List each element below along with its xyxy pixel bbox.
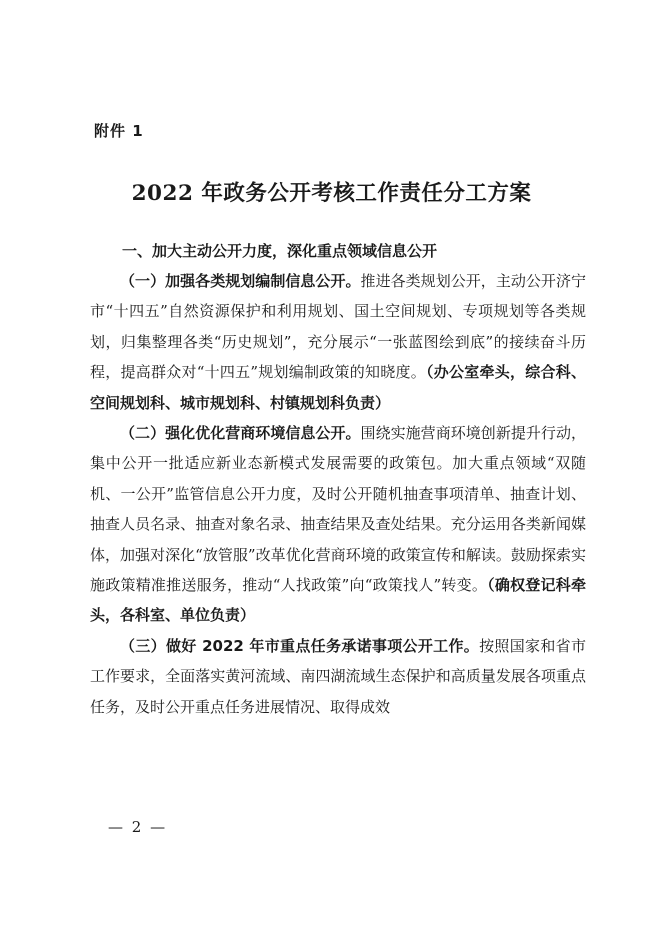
item-body: 按照国家和省市工作要求，全面落实黄河流域、南四湖流域生态保护和高质量发展各项重点任务，及时公开重点任务进展情况、取得成效 bbox=[90, 636, 586, 716]
attachment-label: 附件 1 bbox=[94, 122, 144, 140]
item-responsibility: （办公室牵头，综合科、空间规划科、城市规划科、村镇规划科负责） bbox=[90, 363, 586, 412]
item-responsibility: （确权登记科牵头，各科室、单位负责） bbox=[90, 576, 586, 625]
item-subtitle: （一）加强各类规划编制信息公开。 bbox=[120, 272, 361, 290]
document-body bbox=[90, 236, 586, 722]
item-body: 围绕实施营商环境创新提升行动，集中公开一批适应新业态新模式发展需要的政策包。加大重点领域“双随机、一公开”监管信息公开力度，及时公开随机抽查事项清单、抽查计划、抽查人员名录、抽查对象名录、抽查结果及查处结果。充分运用各类新闻媒体，加强对深化“放管服”改革优化营商环境的政策宣传和解读。鼓励探索实施政策精准推送服务，推动“人找政策”向“政策找人”转变。 bbox=[90, 424, 586, 595]
item-body: 推进各类规划公开，主动公开济宁市“十四五”自然资源保护和利用规划、国土空间规划、专项规划等各类规划，归集整理各类“历史规划”，充分展示“一张蓝图绘到底”的接续奋斗历程，提高群众对“十四五”规划编制政策的知晓度。 bbox=[90, 272, 586, 382]
paragraph-item-1 bbox=[90, 266, 586, 418]
document-title: 2022 年政务公开考核工作责任分工方案 bbox=[131, 181, 532, 206]
item-subtitle: （三）做好 2022 年市重点任务承诺事项公开工作。 bbox=[120, 636, 480, 655]
item-subtitle: （二）强化优化营商环境信息公开。 bbox=[120, 424, 361, 443]
page-number: — 2 — bbox=[108, 818, 168, 836]
section-heading: 一、加大主动公开力度，深化重点领域信息公开 bbox=[122, 242, 438, 260]
paragraph-item-3 bbox=[90, 631, 586, 722]
paragraph-item-2 bbox=[90, 418, 586, 631]
